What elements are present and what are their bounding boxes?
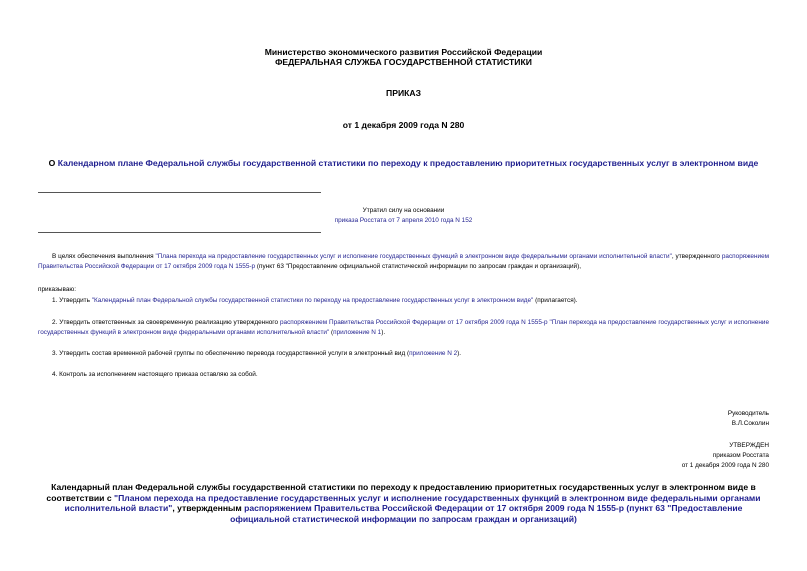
- approval-line-3: от 1 декабря 2009 года N 280: [681, 462, 769, 469]
- signature-name: В.Л.Соколин: [731, 420, 769, 427]
- plan-title: [38, 482, 769, 524]
- item-text: ).: [381, 328, 386, 336]
- preamble-text: (пункт 63 "Предоставление официальной статистической информации по запросам граждан и организаций),: [255, 262, 582, 270]
- plan-link[interactable]: "Плана перехода на предоставление государственных услуг и исполнение государственных функций в электронном виде федеральными органами исполнительной власти": [155, 253, 672, 260]
- divider-bottom: [38, 232, 321, 233]
- calendar-plan-link[interactable]: "Календарный план Федеральной службы государственной статистики по переходу на предоставление государственных услуг в электронном виде": [91, 297, 534, 304]
- order-word: приказываю:: [38, 286, 76, 293]
- appendix-2-link[interactable]: приложение N 2: [409, 350, 458, 357]
- item-text: (: [329, 328, 334, 336]
- appendix-1-link[interactable]: приложение N 1: [333, 328, 382, 336]
- order-item-2: [38, 318, 769, 337]
- item-text: 2. Утвердить ответственных за своевременную реализацию утвержденного: [52, 319, 280, 326]
- document-title: [40, 158, 767, 168]
- government-order-link[interactable]: распоряжением Правительства Российской Федерации от 17 октября 2009 года N 1555-р: [279, 319, 548, 326]
- document-date-number: от 1 декабря 2009 года N 280: [342, 120, 465, 130]
- status-link[interactable]: приказа Росстата от 7 апреля 2010 года N 152: [334, 217, 473, 224]
- order-item-4: [38, 370, 769, 380]
- paragraph-63-link[interactable]: (пункт 63 "Предоставление официальной статистической информации по запросам граждан и организаций): [230, 503, 743, 524]
- preamble-paragraph: [38, 252, 769, 271]
- order-item-3: [38, 349, 769, 359]
- approval-line-1: УТВЕРЖДЕН: [729, 442, 769, 449]
- item-text: (прилагается).: [533, 297, 578, 304]
- item-text: 1. Утвердить: [52, 297, 92, 304]
- preamble-text: , утвержденного: [671, 253, 722, 260]
- plan-link[interactable]: "План перехода на предоставление государственных услуг и исполнение государственных функций в электронном виде федеральными органами исполнительной власти": [38, 319, 769, 336]
- item-text: ).: [457, 350, 462, 357]
- service-name: ФЕДЕРАЛЬНАЯ СЛУЖБА ГОСУДАРСТВЕННОЙ СТАТИСТИКИ: [275, 57, 532, 67]
- government-order-link[interactable]: распоряжением Правительства Российской Федерации от 17 октября 2009 года N 1555-р: [38, 253, 770, 270]
- plan-title-text: Календарный план Федеральной службы государственной статистики по переходу к предоставлению приоритетных государственных услуг в электронном виде в соответствии с: [46, 482, 756, 503]
- title-prefix: О: [48, 158, 58, 168]
- item-text: 3. Утвердить состав временной рабочей группы по обеспечению перевода государственной услуги в электронный вид (: [52, 350, 410, 357]
- divider-top: [38, 192, 321, 193]
- plan-title-text: , утвержденным: [172, 503, 245, 513]
- item-text: 4. Контроль за исполнением настоящего приказа оставляю за собой.: [52, 371, 258, 378]
- order-item-1: [38, 296, 769, 306]
- status-line: Утратил силу на основании: [362, 207, 445, 214]
- title-link[interactable]: Календарном плане Федеральной службы государственной статистики по переходу к предоставлению приоритетных государственных услуг в электронном виде: [57, 158, 759, 168]
- ministry-name: Министерство экономического развития Российской Федерации: [264, 47, 543, 57]
- signature-position: Руководитель: [727, 410, 769, 417]
- government-order-link[interactable]: распоряжением Правительства Российской Федерации от 17 октября 2009 года N 1555-р: [244, 503, 625, 513]
- plan-link[interactable]: "Планом перехода на предоставление государственных услуг и исполнение государственных функций в электронном виде федеральными органами исполнительной власти": [64, 492, 761, 513]
- document-type: ПРИКАЗ: [386, 88, 421, 98]
- approval-line-2: приказом Росстата: [712, 452, 769, 459]
- preamble-text: В целях обеспечения выполнения: [52, 253, 156, 260]
